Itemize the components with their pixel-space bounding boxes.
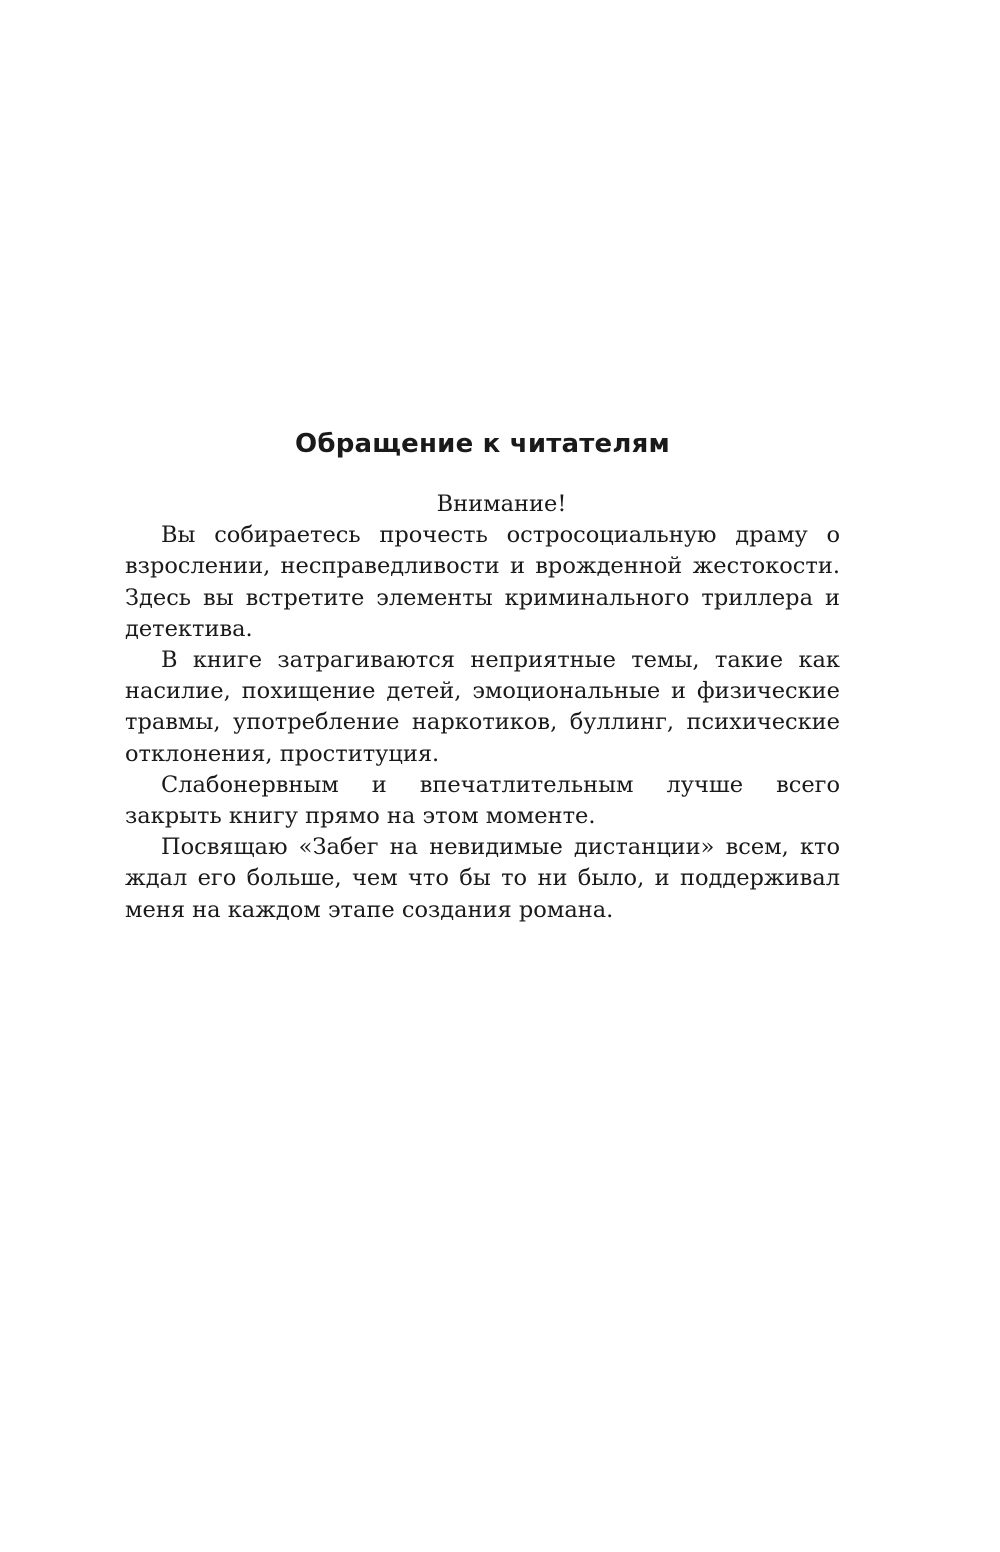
page-title: Обращение к читателям [295, 429, 670, 459]
reader-notice [125, 489, 840, 926]
attention-heading: Внимание! [436, 491, 567, 517]
paragraph-sensitive-readers: Слабонервным и впечатлительным лучше всего закрыть книгу прямо на этом моменте. [125, 771, 840, 830]
paragraph-themes-warning: В книге затрагиваются неприятные темы, такие как насилие, похищение детей, эмоциональные и физические травмы, употребление наркотиков, буллинг, психические отклонения, проституция. [125, 647, 840, 767]
paragraph-genre-warning: Вы собираетесь прочесть остросоциальную драму о взрослении, несправедливости и врожденной жестокости. Здесь вы встретите элементы криминального триллера и детектива. [125, 522, 840, 642]
paragraph-dedication: Посвящаю «Забег на невидимые дистанции» всем, кто ждал его больше, чем что бы то ни было, и поддерживал меня на каждом этапе создания романа. [125, 834, 840, 923]
